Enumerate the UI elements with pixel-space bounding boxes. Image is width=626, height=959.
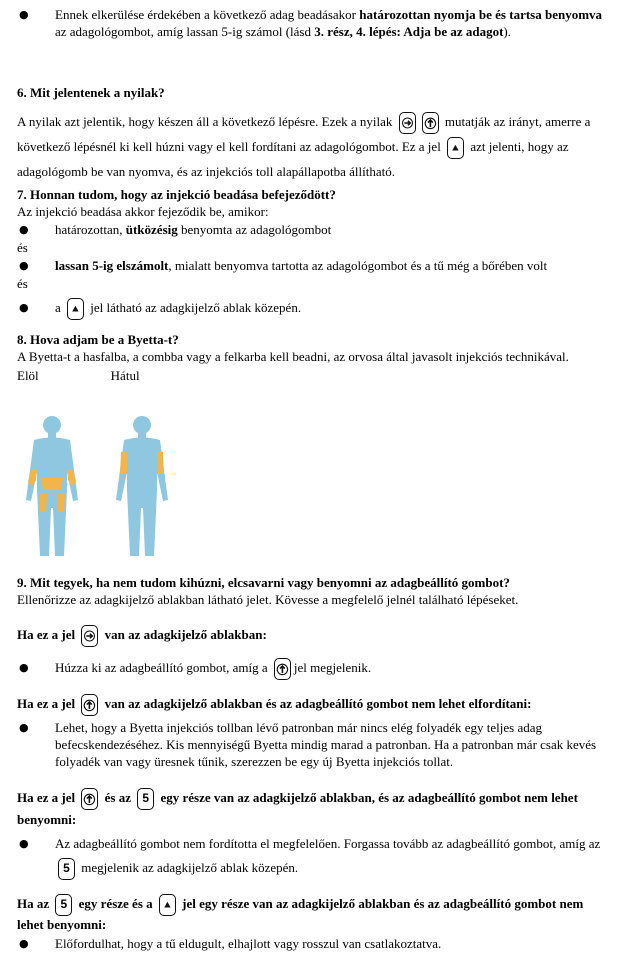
bullet-dot: ●: [19, 721, 29, 735]
section-7: [17, 186, 607, 320]
bullet-dot: ●: [19, 259, 29, 272]
bold-text: lassan 5-ig elszámolt: [55, 258, 169, 273]
list-item-text: [55, 257, 607, 274]
list-item: [17, 719, 607, 770]
number-five-icon: 5: [55, 894, 72, 916]
section-9-text: Ellenőrizze az adagkijelző ablakban látható jelet. Kövesse a megfelelő jelnél található lépéseket.: [17, 592, 519, 607]
list-item: [17, 221, 607, 238]
bullet-dot: ●: [19, 661, 29, 674]
section-8-text: A Byetta-t a hasfalba, a combba vagy a felkarba kell beadni, az orvosa által javasolt injekciós technikával.: [17, 349, 569, 364]
list-item-text: [55, 657, 607, 680]
text: van az adagkijelző ablakban:: [104, 626, 267, 642]
list-item-text: Lehet, hogy a Byetta injekciós tollban lévő patronban már nincs elég folyadék egy teljes adag befecskendezéséhez. Kis mennyiségű Byetta mindig marad a patronban. Ha a patronban már csak kevés folyadék van vagy üresnek tűnik, szerezzen be egy új Byetta injekciós tollat.: [55, 720, 597, 770]
back-arm-site: [157, 452, 164, 474]
text: Ha ez a jel: [17, 790, 76, 806]
text: van az adagkijelző ablakban és az adagbeállító gombot nem lehet elfordítani:: [104, 696, 532, 711]
back-label: Hátul: [110, 368, 140, 383]
text: egy része van az adagkijelző ablakban, és az adagbeállító gombot nem lehet benyomni:: [17, 790, 578, 828]
arrow-up-icon: [274, 658, 291, 680]
arrow-up-icon: [81, 788, 98, 810]
section-7-intro: Az injekció beadása akkor fejeződik be, amikor:: [17, 204, 269, 219]
back-body-figure: [116, 416, 168, 556]
figure-labels: [17, 367, 607, 384]
number-five-icon: 5: [58, 858, 75, 880]
body-diagram: [17, 408, 207, 568]
case-1-heading: [17, 625, 607, 647]
bullet-dot: ●: [19, 937, 29, 951]
front-thigh-site: [57, 494, 65, 512]
text: A nyilak azt jelentik, hogy készen áll a következő lépésre. Ezek a nyilak: [17, 114, 393, 129]
text: Ennek elkerülése érdekében a következő adag beadásakor: [55, 7, 360, 22]
text: és az: [104, 790, 131, 806]
arrow-up-icon: [81, 694, 98, 716]
text: jel megjelenik.: [293, 660, 372, 675]
top-bullet-text: [55, 6, 607, 40]
case-2-heading: [17, 694, 607, 716]
arrow-up-icon: [422, 112, 439, 134]
text: Az adagbeállító gombot nem fordította el megfelelően. Forgassa tovább az adagbeállító gombot, amíg az: [55, 836, 601, 852]
list-item: [17, 935, 607, 952]
text: megjelenik az adagkijelző ablak közepén.: [81, 860, 299, 876]
number-five-icon: 5: [137, 788, 154, 810]
list-item: [17, 296, 607, 320]
section-title: 9. Mit tegyek, ha nem tudom kihúzni, elcsavarni vagy benyomni az adagbeállító gombot?: [17, 575, 510, 590]
front-body-figure: [26, 416, 78, 556]
text: jel látható az adagkijelző ablak közepén.: [90, 300, 302, 315]
text: határozottan,: [55, 222, 126, 237]
text: Ha az: [17, 896, 50, 912]
front-thigh-site: [39, 494, 47, 512]
list-item-text: Előfordulhat, hogy a tű eldugult, elhajlott vagy rosszul van csatlakoztatva.: [55, 936, 442, 952]
section-title: 8. Hova adjam be a Byetta-t?: [17, 332, 179, 347]
arrow-right-icon: [81, 625, 98, 647]
text: jel egy része van az adagkijelző ablakban és az adagbeállító gombot nem lehet benyomni:: [17, 896, 584, 933]
bullet-dot: ●: [19, 223, 29, 236]
triangle-up-icon: [447, 137, 464, 159]
text: benyomta az adagológombot: [177, 222, 332, 237]
bold-text: 3. rész, 4. lépés: Adja be az adagot: [314, 24, 504, 39]
section-9: [17, 574, 607, 952]
case-3-heading: [17, 788, 607, 830]
text: , mialatt benyomva tartotta az adagológombot és a tű még a bőrében volt: [168, 258, 548, 273]
triangle-up-icon: [67, 298, 84, 320]
section-title: 7. Honnan tudom, hogy az injekció beadása befejeződött?: [17, 187, 336, 202]
list-item: [17, 657, 607, 680]
section-6: [17, 84, 607, 184]
bullet-dot: ●: [19, 8, 29, 21]
text: ).: [503, 24, 512, 39]
top-bullet: [17, 6, 607, 40]
list-item: [17, 832, 607, 880]
case-4-heading: [17, 894, 607, 934]
bold-text: határozottan nyomja be és tartsa benyomva: [359, 7, 603, 22]
section-6-text: [17, 109, 607, 184]
text: egy része és a: [78, 896, 153, 912]
connector-text: és: [17, 276, 28, 291]
bullet-dot: ●: [19, 837, 29, 851]
bold-text: ütközésig: [125, 222, 178, 237]
injection-site-figures: [17, 408, 217, 578]
arrow-right-icon: [399, 112, 416, 134]
text: azt jelenti, hogy az adagológomb be van nyomva, és az injekciós toll alapállapotba állítható.: [17, 139, 569, 180]
section-title: 6. Mit jelentenek a nyilak?: [17, 85, 165, 100]
section-8: [17, 331, 607, 384]
text: Ha ez a jel: [17, 696, 76, 711]
text: Húzza ki az adagbeállító gombot, amíg a: [55, 660, 268, 675]
list-item-text: [55, 221, 607, 238]
list-item-text: [55, 296, 607, 320]
text: az adagológombot, amíg lassan 5-ig számol (lásd: [55, 24, 315, 39]
bullet-dot: ●: [19, 301, 29, 314]
back-arm-site: [120, 452, 127, 474]
triangle-up-icon: [159, 894, 176, 916]
list-item-text: [55, 832, 607, 880]
text: a: [55, 300, 61, 315]
text: mutatják az irányt, amerre a következő lépésnél ki kell húzni vagy el kell fordítani az adagológombot. Ez a jel: [17, 114, 591, 155]
connector-text: és: [17, 240, 28, 255]
front-label: Elöl: [17, 368, 39, 383]
text: Ha ez a jel: [17, 626, 76, 642]
list-item: [17, 257, 607, 274]
abdomen-site: [41, 478, 63, 490]
